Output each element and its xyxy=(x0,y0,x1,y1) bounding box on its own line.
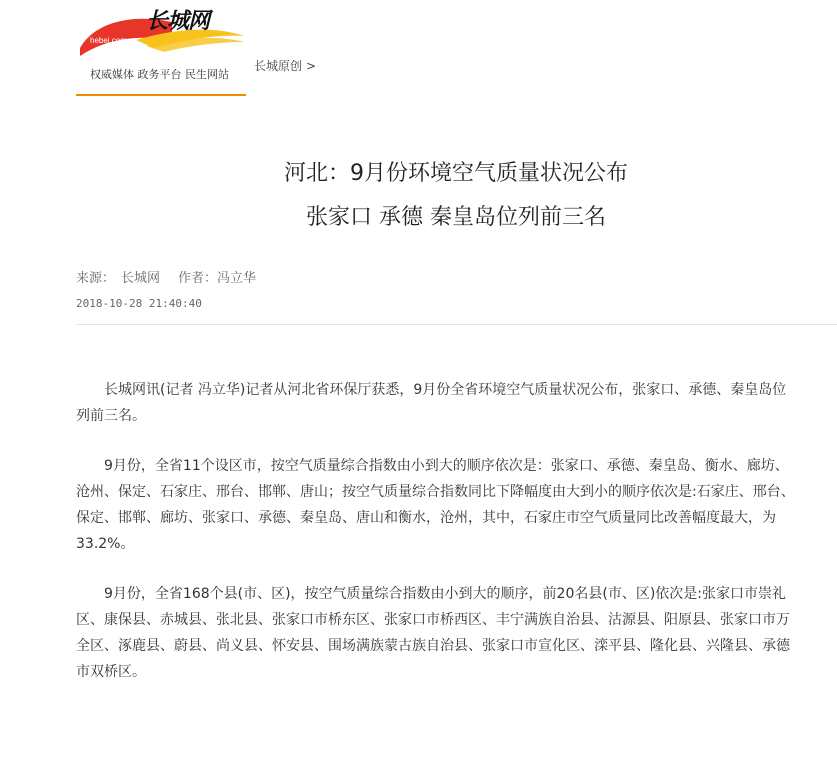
author-value: 冯立华 xyxy=(217,271,257,286)
article-paragraph: 长城网讯(记者 冯立华)记者从河北省环保厅获悉，9月份全省环境空气质量状况公布，张家口、承德、秦皇岛位列前三名。 xyxy=(76,382,787,424)
site-logo[interactable] xyxy=(76,0,246,95)
article-paragraph: 9月份，全省168个县(市、区)，按空气质量综合指数由小到大的顺序，前20名县(市、区)依次是:张家口市崇礼区、康保县、赤城县、张北县、张家口市桥东区、张家口市桥西区、丰宁满族自治县、沽源县、阳原县、张家口市万全区、涿鹿县、蔚县、尚义县、怀安县、围场满族蒙古族自治县、张家口市宣化区、滦平县、隆化县、兴隆县、承德市双桥区。 xyxy=(76,586,790,680)
article-title-line1: 河北：9月份环境空气质量状况公布 xyxy=(284,161,628,186)
logo-wordmark: 长城网 xyxy=(146,9,210,34)
breadcrumb-arrow-icon: > xyxy=(306,59,317,73)
article-title-line2: 张家口 承德 秦皇岛位列前三名 xyxy=(306,205,606,230)
breadcrumb[interactable] xyxy=(254,57,316,74)
article-paragraph: 9月份，全省11个设区市，按空气质量综合指数由小到大的顺序依次是：张家口、承德、秦皇岛、衡水、廊坊、沧州、保定、石家庄、邢台、邯郸、唐山；按空气质量综合指数同比下降幅度由大到小的顺序依次是:石家庄、邢台、保定、邯郸、廊坊、张家口、承德、秦皇岛、唐山和衡水，沧州，其中，石家庄市空气质量同比改善幅度最大，为33.2%。 xyxy=(76,458,795,552)
author-label: 作者： xyxy=(178,271,218,286)
source-label: 来源： xyxy=(76,271,116,286)
site-header xyxy=(0,0,837,96)
site-slogan: 权威媒体 政务平台 民生网站 xyxy=(90,68,229,81)
article-meta xyxy=(76,267,262,286)
source-value: 长城网 xyxy=(121,271,161,286)
logo-url: hebei.com.cn xyxy=(90,36,138,45)
meta-divider xyxy=(76,324,837,325)
header-accent-rule xyxy=(76,94,246,96)
breadcrumb-link-original[interactable]: 长城原创 xyxy=(254,59,303,73)
publish-datetime: 2018-10-28 21:40:40 xyxy=(76,297,202,310)
article-body xyxy=(76,377,800,709)
